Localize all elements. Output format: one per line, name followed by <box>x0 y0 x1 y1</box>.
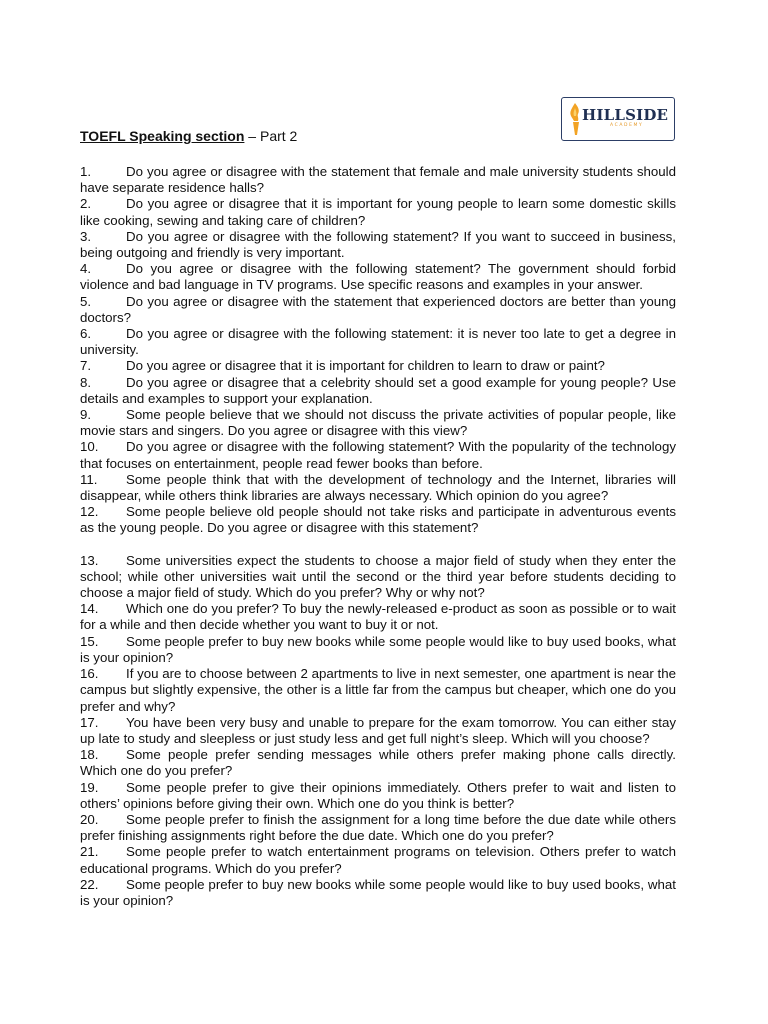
question-number: 16. <box>80 666 99 682</box>
question-item <box>80 877 676 909</box>
question-number: 21. <box>80 844 99 860</box>
question-text: Which one do you prefer? To buy the newly-released e-product as soon as possible or to wait for a while and then decide whether you want to buy it or not. <box>80 601 676 633</box>
title-suffix: – Part 2 <box>244 128 298 144</box>
question-item <box>80 229 676 261</box>
question-item <box>80 666 676 715</box>
question-item <box>80 472 676 504</box>
question-text: If you are to choose between 2 apartments to live in next semester, one apartment is near the campus but slightly expensive, the other is a little far from the campus but cheaper, which one do you prefer and why? <box>80 666 676 714</box>
question-number: 20. <box>80 811 99 827</box>
question-text: Some people prefer to buy new books while some people would like to buy used books, what is your opinion? <box>80 633 676 665</box>
question-item <box>80 439 676 471</box>
question-item <box>80 294 676 326</box>
question-number: 2. <box>80 196 92 212</box>
question-number: 10. <box>80 439 99 455</box>
question-list <box>80 164 676 909</box>
question-text: Do you agree or disagree with the statement that experienced doctors are better than young doctors? <box>80 293 676 325</box>
hillside-academy-logo <box>561 97 675 141</box>
question-number: 14. <box>80 601 99 617</box>
question-item <box>80 196 676 228</box>
question-item <box>80 634 676 666</box>
question-item <box>80 747 676 779</box>
question-number: 6. <box>80 326 92 342</box>
question-item <box>80 812 676 844</box>
question-text: Do you agree or disagree with the following statement? The government should forbid violence and bad language in TV programs. Use specific reasons and examples in your answer. <box>80 261 676 293</box>
question-number: 9. <box>80 407 92 423</box>
question-text: Some people prefer sending messages while others prefer making phone calls directly. Which one do you prefer? <box>80 747 676 779</box>
question-text: Do you agree or disagree with the following statement: it is never too late to get a degree in university. <box>80 326 676 358</box>
question-item <box>80 780 676 812</box>
page-title <box>80 128 297 144</box>
question-text: Some people prefer to watch entertainment programs on television. Others prefer to watch educational programs. Which do you prefer? <box>80 844 676 876</box>
question-text: Do you agree or disagree with the statement that female and male university students should have separate residence halls? <box>80 164 676 196</box>
question-item <box>80 164 676 196</box>
question-text: Do you agree or disagree with the following statement? If you want to succeed in business, being outgoing and friendly is very important. <box>80 228 676 261</box>
question-text: Do you agree or disagree that a celebrity should set a good example for young people? Use details and examples to support your explanation. <box>80 374 676 406</box>
title-text: TOEFL Speaking section <box>80 128 245 144</box>
question-number: 7. <box>80 358 92 374</box>
question-text: Do you agree or disagree that it is important for children to learn to draw or paint? <box>126 358 605 374</box>
question-item <box>80 358 676 374</box>
question-number: 17. <box>80 714 99 730</box>
question-number: 12. <box>80 504 99 520</box>
question-item <box>80 261 676 293</box>
question-number: 15. <box>80 633 99 649</box>
question-number: 11. <box>80 471 98 487</box>
question-text: Some people believe that we should not discuss the private activities of popular people, like movie stars and singers. Do you agree or disagree with this view? <box>80 407 676 439</box>
question-group-b <box>80 553 676 909</box>
question-number: 13. <box>80 552 99 568</box>
question-item <box>80 375 676 407</box>
question-item <box>80 407 676 439</box>
question-number: 22. <box>80 876 99 892</box>
question-text: Some people prefer to finish the assignment for a long time before the due date while others prefer finishing assignments right before the due date. Which one do you prefer? <box>80 811 676 844</box>
question-text: Some people prefer to buy new books while some people would like to buy used books, what is your opinion? <box>80 876 676 908</box>
logo-name: HILLSIDE <box>582 106 669 124</box>
question-number: 8. <box>80 374 92 390</box>
question-group-a <box>80 164 676 537</box>
group-spacer <box>80 537 676 553</box>
question-text: Some people prefer to give their opinions immediately. Others prefer to wait and listen to others’ opinions before giving their own. Which one do you think is better? <box>80 779 676 811</box>
question-number: 19. <box>80 779 99 795</box>
question-text: Some universities expect the students to choose a major field of study when they enter the school; while other universities wait until the second or the third year before students deciding to choose a major field of study. Which do you prefer? Why or why not? <box>80 552 676 601</box>
question-item <box>80 715 676 747</box>
question-text: Some people believe old people should not take risks and participate in adventurous events as the young people. Do you agree or disagree with this statement? <box>80 504 676 536</box>
question-number: 5. <box>80 293 92 309</box>
question-text: Do you agree or disagree that it is important for young people to learn some domestic skills like cooking, sewing and taking care of children? <box>80 196 676 228</box>
question-number: 18. <box>80 747 99 763</box>
question-number: 1. <box>80 164 92 179</box>
question-text: Do you agree or disagree with the following statement? With the popularity of the technology that focuses on entertainment, people read fewer books than before. <box>80 439 676 471</box>
logo-subtitle: ACADEMY <box>610 123 644 128</box>
question-item <box>80 601 676 633</box>
question-number: 3. <box>80 228 92 244</box>
question-text: You have been very busy and unable to prepare for the exam tomorrow. You can either stay up late to study and sleepless or just study less and get full night’s sleep. Which will you choose? <box>80 714 676 746</box>
question-text: Some people think that with the development of technology and the Internet, libraries will disappear, while others think libraries are always necessary. Which opinion do you agree? <box>80 471 676 504</box>
question-item <box>80 504 676 536</box>
question-item <box>80 553 676 602</box>
question-item <box>80 844 676 876</box>
question-item <box>80 326 676 358</box>
question-number: 4. <box>80 261 92 277</box>
